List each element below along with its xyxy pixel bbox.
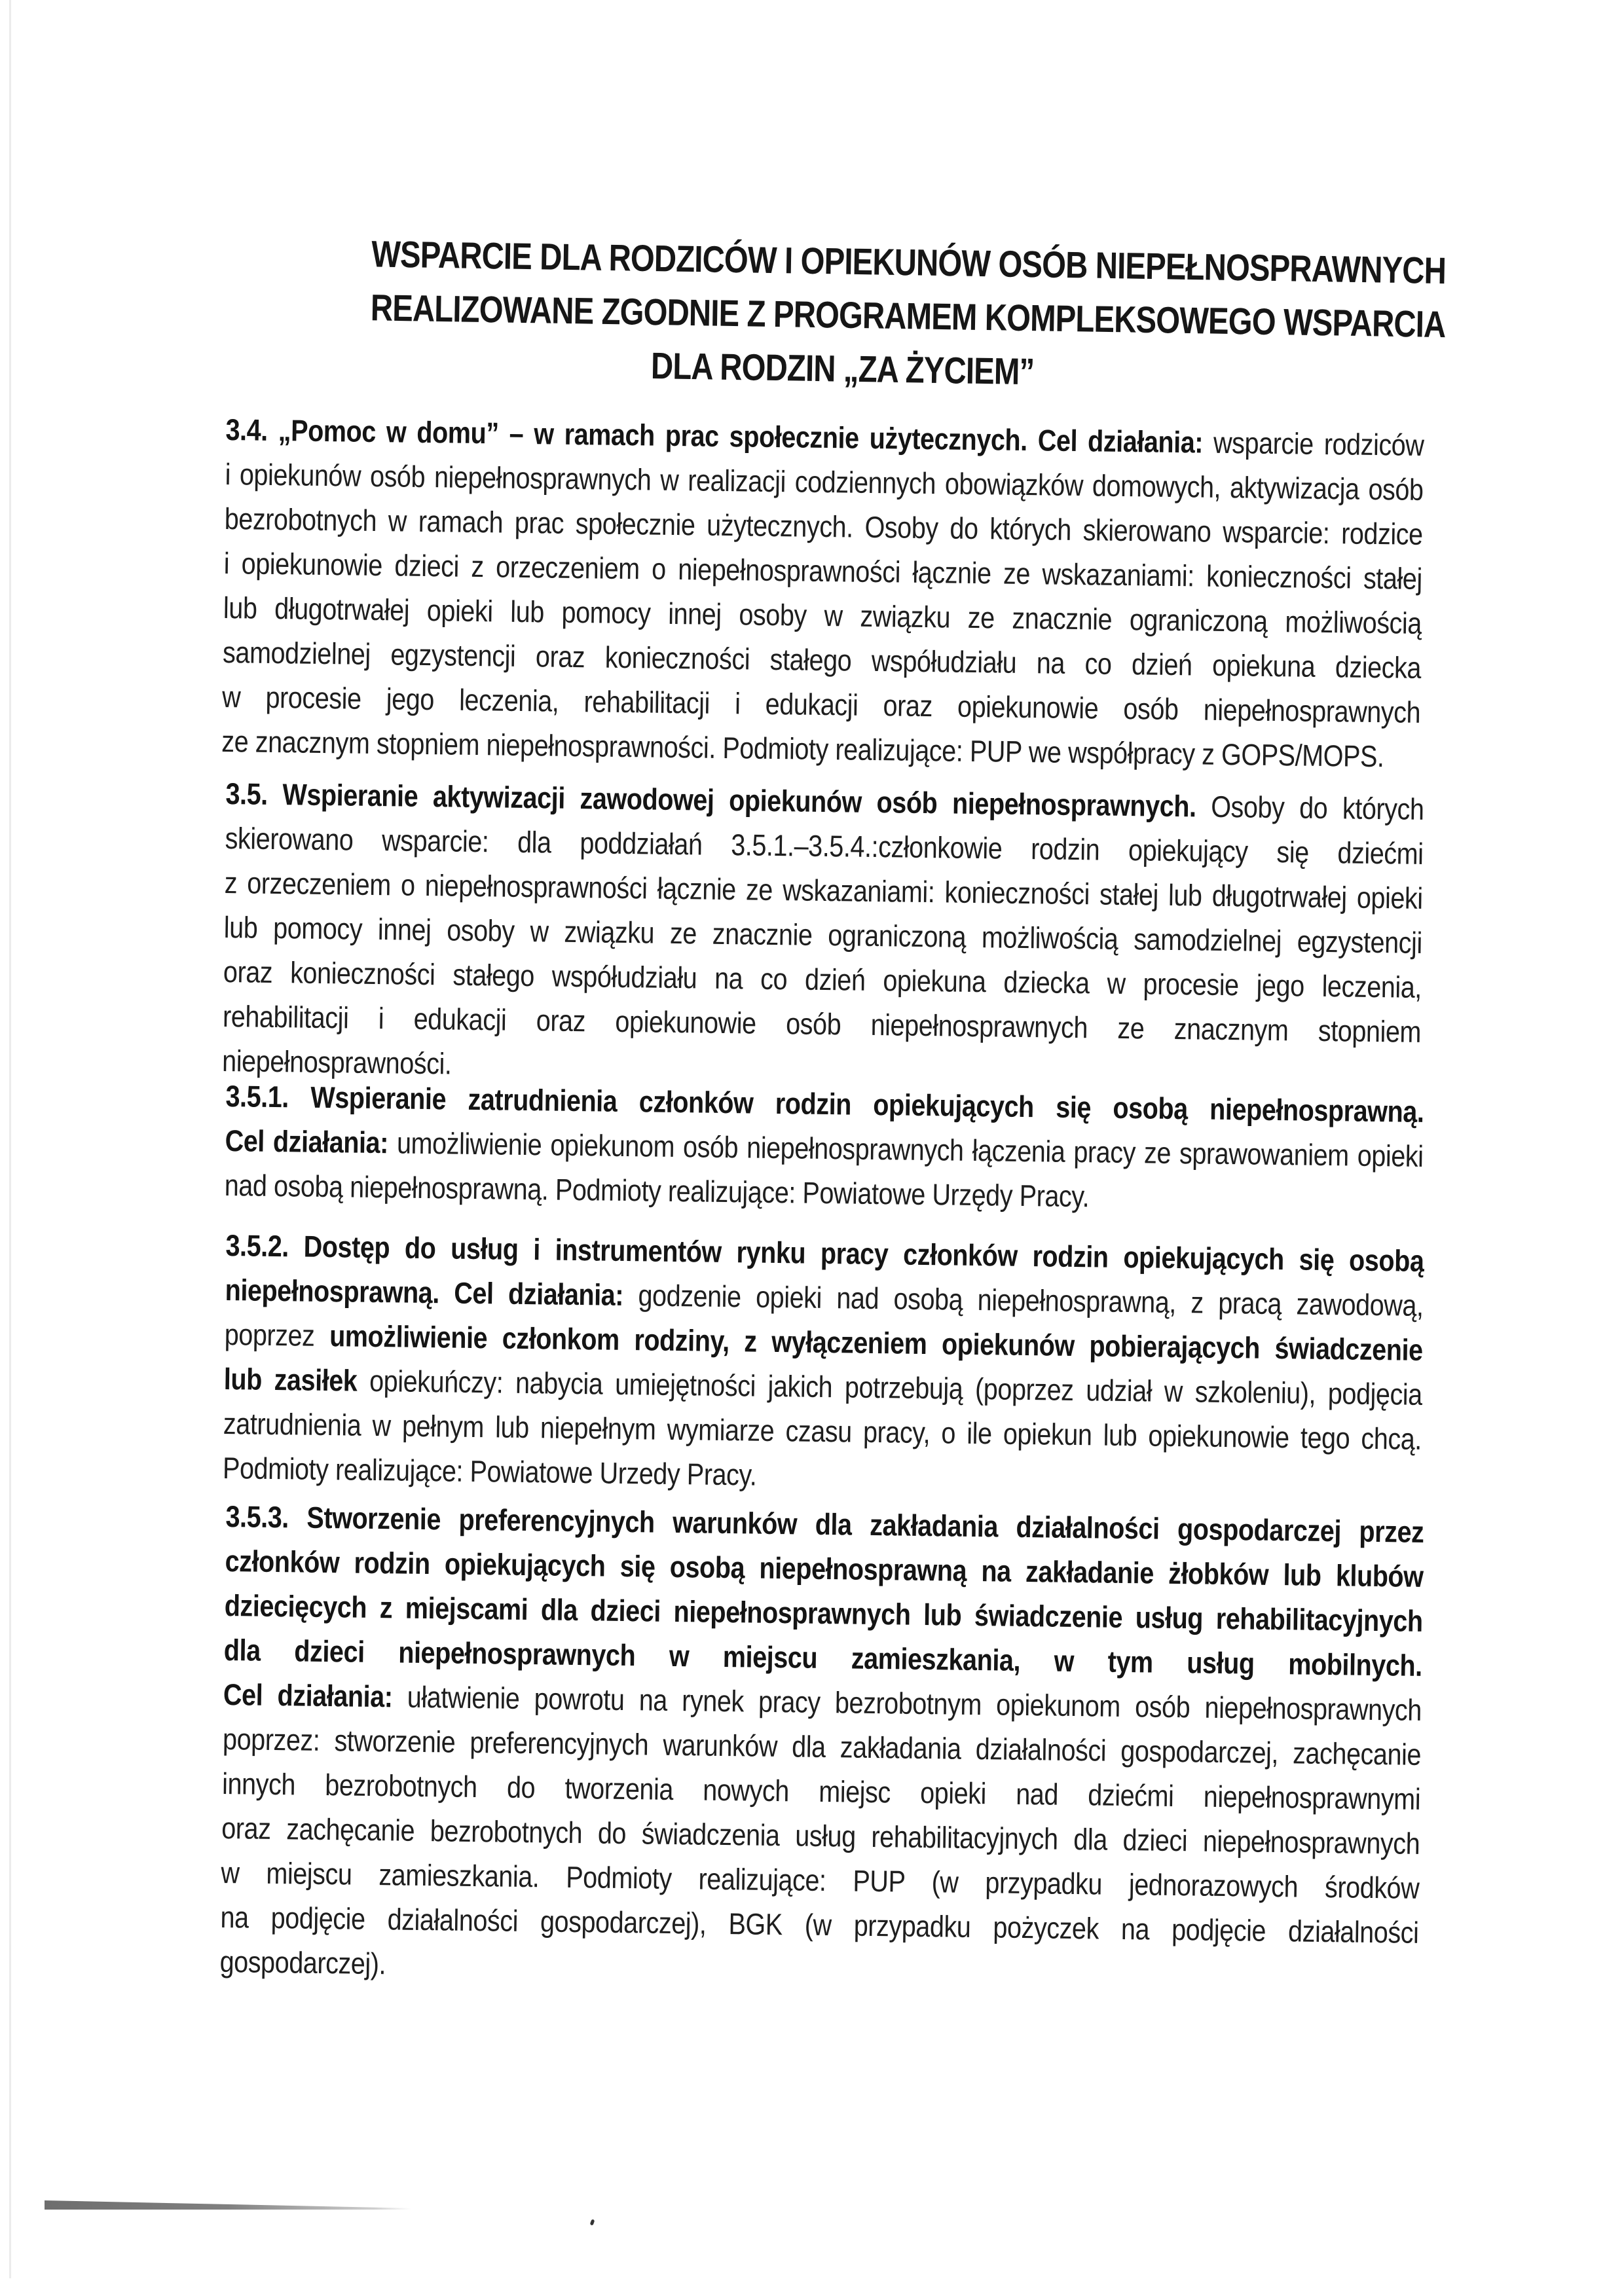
section-3-5-3 [219,1494,1424,1999]
body-text: i opiekunów osób niepełnosprawnych w realizacji codziennych obowiązków domowych, aktywizacja osób [225,456,1424,507]
bold-text: niepełnosprawną. Cel działania: [225,1272,624,1312]
body-text: lub długotrwałej opieki lub pomocy innej osoby w związku ze znacznie ograniczoną możliwością [223,590,1422,640]
body-text: poprzez: stworzenie preferencyjnych warunków dla zakładania działalności gospodarczej, zachęcanie [222,1721,1422,1772]
title-line: WSPARCIE DLA RODZICÓW I OPIEKUNÓW OSÓB NIEPEŁNOSPRAWNYCH [371,233,1447,293]
section-3-5 [222,771,1424,1099]
body-text: ułatwienie powrotu na rynek pracy bezrobotnym opiekunom osób niepełnosprawnych [392,1679,1422,1727]
body-text: bezrobotnych w ramach prac społecznie użytecznych. Osoby do których skierowano wsparcie: rodzice [224,501,1424,551]
body-text: Osoby do których [1196,789,1424,826]
bold-text: dziecięcych z miejscami dla dzieci niepełnosprawnych lub świadczenie usług rehabilitacyjnych [224,1588,1424,1638]
body-text: lub pomocy innej osoby w związku ze znacznie ograniczoną możliwością samodzielnej egzystencji [223,909,1423,960]
bold-text: Cel działania: [223,1677,393,1714]
body-text: innych bezrobotnych do tworzenia nowych miejsc opieki nad dziećmi niepełnosprawnymi [221,1766,1421,1816]
body-text: ze znacznym stopniem niepełnosprawności. Podmioty realizujące: PUP we współpracy z GOPS/MOPS. [221,723,1384,774]
body-text: w procesie jego leczenia, rehabilitacji i edukacji oraz opiekunowie osób niepełnosprawnych [221,679,1421,729]
scan-edge [9,0,11,2278]
bold-text: członków rodzin opiekujących się osobą niepełnosprawną na zakładanie żłobków lub klubów [225,1543,1424,1594]
body-text: poprzez [224,1317,330,1353]
body-text: skierowano wsparcie: dla poddziałań 3.5.1.–3.5.4.:członkowie rodzin opiekujący się dziećmi [225,820,1424,871]
body-text: gospodarczej). [219,1944,386,1981]
body-text: niepełnosprawności. [221,1043,452,1081]
body-text: oraz konieczności stałego współudziału na co dzień opiekuna dziecka w procesie jego leczenia, [223,954,1422,1004]
bold-text: 3.5.2. Dostęp do usług i instrumentów rynku pracy członków rodzin opiekujących się osobą [225,1228,1424,1278]
title-line: DLA RODZIN „ZA ŻYCIEM” [650,345,1035,393]
bold-text: 3.5.1. Wspieranie zatrudnienia członków rodzin opiekujących się osobą niepełnosprawną. [225,1078,1424,1129]
body-text: samodzielnej egzystencji oraz konieczności stałego współudziału na co dzień opiekuna dziecka [222,634,1422,685]
body-text: Podmioty realizujące: Powiatowe Urzedy Pracy. [222,1450,757,1492]
document-title [272,226,1447,405]
body-text: godzenie opieki nad osobą niepełnosprawną, z pracą zawodową, [623,1277,1424,1322]
body-text: w miejscu zamieszkania. Podmioty realizujące: PUP (w przypadku jednorazowych środków [221,1855,1420,1905]
bold-text: umożliwienie członkom rodziny, z wyłączeniem opiekunów pobierających świadczenie [329,1319,1424,1367]
scan-speck [590,2219,595,2225]
body-text: z orzeczeniem o niepełnosprawności łącznie ze wskazaniami: konieczności stałej lub długotrwałej opieki [224,865,1424,915]
scan-margin-mark [45,2200,411,2210]
body-text: i opiekunowie dzieci z orzeczeniem o niepełnosprawności łącznie ze wskazaniami: konieczności stałej [223,545,1423,596]
body-text: zatrudnienia w pełnym lub niepełnym wymiarze czasu pracy, o ile opiekun lub opiekunowie tego chcą. [223,1406,1422,1456]
section-3-5-2 [223,1223,1424,1506]
bold-text: Cel działania: [225,1123,389,1160]
bold-text: dla dzieci niepełnosprawnych w miejscu zamieszkania, w tym usług mobilnych. [223,1632,1423,1683]
body-text: rehabilitacji i edukacji oraz opiekunowie osób niepełnosprawnych ze znacznym stopniem [222,998,1422,1049]
bold-text: 3.5.3. Stworzenie preferencyjnych warunków dla zakładania działalności gospodarczej przez [225,1499,1424,1549]
bold-text: 3.4. „Pomoc w domu” – w ramach prac społecznie użytecznych. Cel działania: [225,412,1204,460]
body-text: umożliwienie opiekunom osób niepełnosprawnych łączenia pracy ze sprawowaniem opieki [388,1125,1424,1173]
section-3-4 [221,407,1424,779]
bold-text: 3.5. Wspieranie aktywizacji zawodowej opiekunów osób niepełnosprawnych. [225,776,1196,824]
body-text: na podjęcie działalności gospodarczej), BGK (w przypadku pożyczek na podjęcie działalności [220,1899,1419,1950]
title-line: REALIZOWANE ZGODNIE Z PROGRAMEM KOMPLEKSOWEGO WSPARCIA [370,287,1446,346]
body-text: opiekuńczy: nabycia umiejętności jakich potrzebują (poprzez udział w szkoleniu), podjęcia [357,1363,1423,1412]
bold-text: lub zasiłek [223,1361,358,1398]
section-3-5-1 [224,1074,1424,1223]
body-text: wsparcie rodziców [1202,425,1424,462]
body-text: oraz zachęcanie bezrobotnych do świadczenia usług rehabilitacyjnych dla dzieci niepełnosprawnych [221,1810,1420,1861]
body-text: nad osobą niepełnosprawną. Podmioty realizujące: Powiatowe Urzędy Pracy. [224,1167,1090,1214]
